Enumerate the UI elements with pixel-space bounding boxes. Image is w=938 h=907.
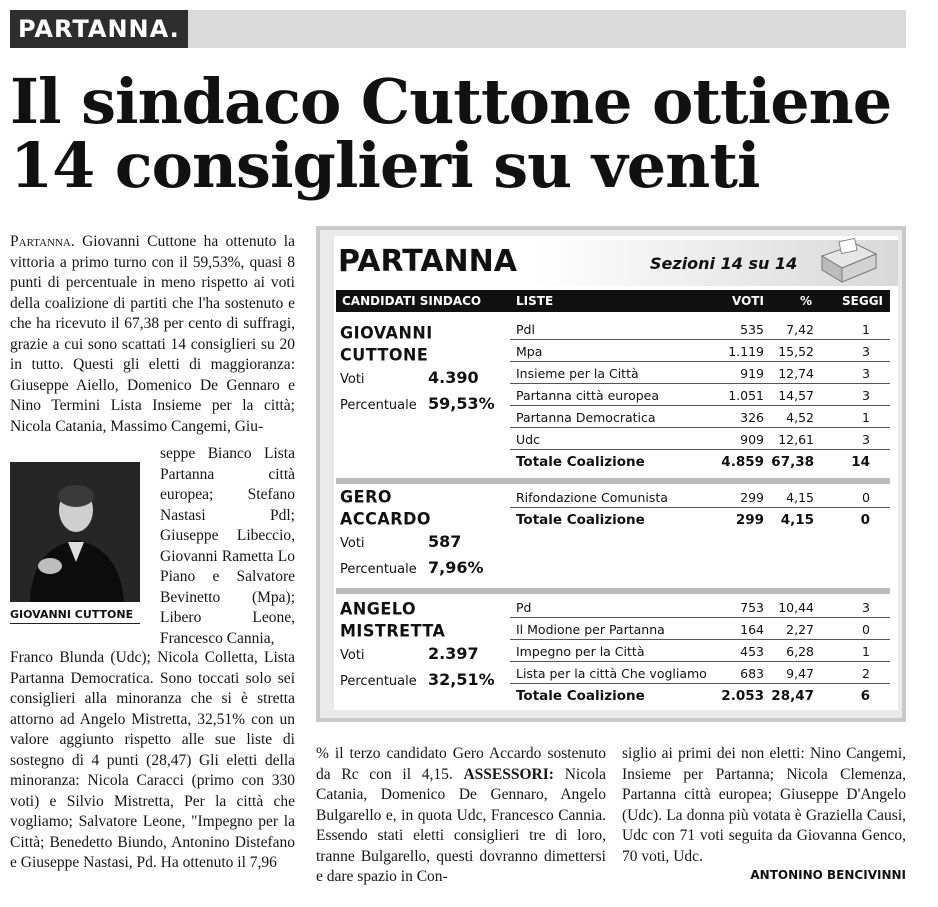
- list-percent: 10,44: [778, 600, 814, 615]
- list-name: Totale Coalizione: [516, 454, 645, 470]
- list-seats: 3: [862, 344, 870, 359]
- list-percent: 67,38: [771, 454, 814, 470]
- candidate-block: [340, 486, 510, 582]
- list-row: [510, 384, 890, 406]
- list-name: Totale Coalizione: [516, 688, 645, 704]
- list-percent: 4,15: [780, 512, 814, 528]
- list-votes: 753: [740, 600, 764, 615]
- list-name: Impegno per la Città: [516, 644, 645, 659]
- candidate-block: [340, 598, 510, 694]
- list-votes: 1.119: [728, 344, 764, 359]
- list-votes: 164: [740, 622, 764, 637]
- header-pct: %: [800, 294, 813, 308]
- candidate-votes: 4.390: [428, 368, 479, 387]
- list-seats: 1: [862, 410, 870, 425]
- candidate-first-name: GERO: [340, 486, 392, 507]
- list-votes: 299: [735, 512, 764, 528]
- list-row: [510, 318, 890, 340]
- byline: ANTONINO BENCIVINNI: [750, 868, 906, 882]
- sezioni-count: Sezioni 14 su 14: [650, 254, 798, 273]
- list-name: Mpa: [516, 344, 543, 359]
- list-percent: 4,52: [786, 410, 814, 425]
- header-seggi: SEGGI: [842, 294, 884, 308]
- list-votes: 453: [740, 644, 764, 659]
- coalition-lists: [510, 486, 890, 530]
- list-seats: 3: [862, 600, 870, 615]
- percentuale-label: Percentuale: [340, 674, 417, 689]
- list-percent: 15,52: [778, 344, 814, 359]
- list-row: [510, 486, 890, 508]
- list-percent: 14,57: [778, 388, 814, 403]
- list-row: [510, 362, 890, 384]
- list-seats: 6: [860, 688, 870, 704]
- ballot-box-icon: [816, 238, 880, 284]
- list-row: [510, 596, 890, 618]
- article-paragraph-2b: Nicola Catania, Domenico De Gennaro, Angelo Bulgarello e, in quota Udc, Francesco Cannia. Essendo stati eletti consiglieri tre di loro, tranne Bulgarello, questi dovranno dimettersi e dare spazio in Con-: [316, 765, 607, 885]
- list-name: Pd: [516, 600, 532, 615]
- article-column-1-bottom: Franco Blunda (Udc); Nicola Colletta, Lista Partanna Democratica. Sono toccati solo sei consiglieri alla minoranza che si è stretta attorno ad Angelo Mistretta, 32,51% con un valore aggiunto rispetto alle sue liste di sostegno di 4 punti (28,47) Gli eletti della minoranza: Nicola Caracci (primo con 330 voti) e Silvio Mistretta, Per la città che vogliamo; Salvatore Leone, "Impegno per la Città; Benedetto Biundo, Antonino Distefano e Giuseppe Nastasi, Pd. Ha ottenuto il 7,96: [10, 649, 295, 871]
- candidate-votes: 587: [428, 532, 462, 551]
- list-percent: 9,47: [786, 666, 814, 681]
- candidate-block: [340, 322, 510, 418]
- coalition-lists: [510, 318, 890, 472]
- list-votes: 326: [740, 410, 764, 425]
- list-row: [510, 640, 890, 662]
- candidate-photo: [10, 462, 140, 602]
- list-name: Partanna Democratica: [516, 410, 656, 425]
- candidate-separator: [336, 588, 890, 594]
- header-liste: LISTE: [516, 294, 554, 308]
- results-title: PARTANNA: [338, 244, 517, 279]
- list-row: [510, 406, 890, 428]
- candidate-first-name: GIOVANNI: [340, 322, 433, 343]
- voti-label: Voti: [340, 372, 365, 387]
- list-votes: 2.053: [721, 688, 764, 704]
- list-percent: 4,15: [786, 490, 814, 505]
- voti-label: Voti: [340, 536, 365, 551]
- list-votes: 299: [740, 490, 764, 505]
- headline: [10, 65, 910, 202]
- coalition-total-row: [510, 450, 890, 472]
- list-percent: 12,74: [778, 366, 814, 381]
- photo-caption: GIOVANNI CUTTONE: [10, 608, 140, 624]
- article-paragraph-2: % il terzo candidato Gero Accardo sostenuto da Rc con il 4,15.: [316, 745, 606, 783]
- candidate-last-name: CUTTONE: [340, 344, 429, 365]
- list-name: Totale Coalizione: [516, 512, 645, 528]
- list-seats: 0: [862, 490, 870, 505]
- coalition-total-row: [510, 508, 890, 530]
- list-seats: 2: [862, 666, 870, 681]
- list-seats: 1: [862, 322, 870, 337]
- list-votes: 535: [740, 322, 764, 337]
- coalition-lists: [510, 596, 890, 706]
- candidate-votes: 2.397: [428, 644, 479, 663]
- percentuale-label: Percentuale: [340, 562, 417, 577]
- voti-label: Voti: [340, 648, 365, 663]
- article-column-2: [316, 744, 606, 888]
- list-percent: 28,47: [771, 688, 814, 704]
- header-voti: VOTI: [732, 294, 764, 308]
- candidate-last-name: MISTRETTA: [340, 620, 446, 641]
- article-paragraph-1: Giovanni Cuttone ha ottenuto la vittoria a primo turno con il 59,53%, quasi 8 punti di percentuale in meno rispetto ai voti della coalizione di partiti che l'ha sostenuto e che ha ricevuto il 67,38 per cento di suffragi, grazie a cui sono scattati 14 consiglieri su 20 in tutto. Questi gli eletti di maggioranza: Giuseppe Aiello, Domenico De Gennaro e Nino Termini Lista Insieme per la città; Nicola Catania, Massimo Cangemi, Giu-: [10, 233, 295, 435]
- list-row: [510, 340, 890, 362]
- list-name: Rifondazione Comunista: [516, 490, 668, 505]
- candidate-separator: [336, 478, 890, 484]
- candidate-percent: 7,96%: [428, 558, 484, 577]
- article-column-1-wrap: seppe Bianco Lista Partanna città europea; Stefano Nastasi Pdl; Giuseppe Libeccio, Giovanni Rametta Lo Piano e Salvatore Bevinetto (Mpa); Libero Leone, Francesco Cannia,: [160, 445, 295, 647]
- list-votes: 4.859: [721, 454, 764, 470]
- list-seats: 1: [862, 644, 870, 659]
- results-box: [316, 226, 906, 722]
- list-row: [510, 662, 890, 684]
- candidate-last-name: ACCARDO: [340, 508, 431, 529]
- list-percent: 2,27: [786, 622, 814, 637]
- list-name: Udc: [516, 432, 540, 447]
- list-votes: 909: [740, 432, 764, 447]
- list-row: [510, 428, 890, 450]
- list-percent: 12,61: [778, 432, 814, 447]
- list-seats: 0: [862, 622, 870, 637]
- coalition-total-row: [510, 684, 890, 706]
- results-table-header: [336, 290, 890, 312]
- section-kicker: PARTANNA.: [10, 10, 188, 48]
- list-name: Il Modione per Partanna: [516, 622, 665, 637]
- list-row: [510, 618, 890, 640]
- header-candidati: CANDIDATI SINDACO: [342, 294, 482, 308]
- headline-line-2: 14 consiglieri su venti: [10, 129, 760, 202]
- list-percent: 6,28: [786, 644, 814, 659]
- list-votes: 1.051: [728, 388, 764, 403]
- assessori-label: ASSESSORI:: [463, 765, 554, 783]
- dateline: Partanna.: [10, 233, 75, 250]
- candidate-percent: 32,51%: [428, 670, 495, 689]
- candidate-percent: 59,53%: [428, 394, 495, 413]
- list-name: Pdl: [516, 322, 535, 337]
- list-percent: 7,42: [786, 322, 814, 337]
- headline-line-1: Il sindaco Cuttone ottiene: [10, 65, 892, 138]
- list-name: Partanna città europea: [516, 388, 660, 403]
- list-name: Insieme per la Città: [516, 366, 639, 381]
- list-seats: 3: [862, 366, 870, 381]
- list-seats: 3: [862, 388, 870, 403]
- candidate-first-name: ANGELO: [340, 598, 417, 619]
- list-seats: 14: [851, 454, 870, 470]
- list-seats: 3: [862, 432, 870, 447]
- article-column-3: siglio ai primi dei non eletti: Nino Cangemi, Insieme per Partanna; Nicola Clemenza, Partanna città europea; Giuseppe D'Angelo (Udc). La donna più votata è Graziella Causi, Udc con 71 voti seguita da Giovanna Genco, 70 voti, Udc.: [622, 745, 906, 865]
- list-seats: 0: [860, 512, 870, 528]
- list-votes: 919: [740, 366, 764, 381]
- article-column-1: [10, 232, 295, 437]
- percentuale-label: Percentuale: [340, 398, 417, 413]
- list-votes: 683: [740, 666, 764, 681]
- list-name: Lista per la città Che vogliamo: [516, 666, 707, 681]
